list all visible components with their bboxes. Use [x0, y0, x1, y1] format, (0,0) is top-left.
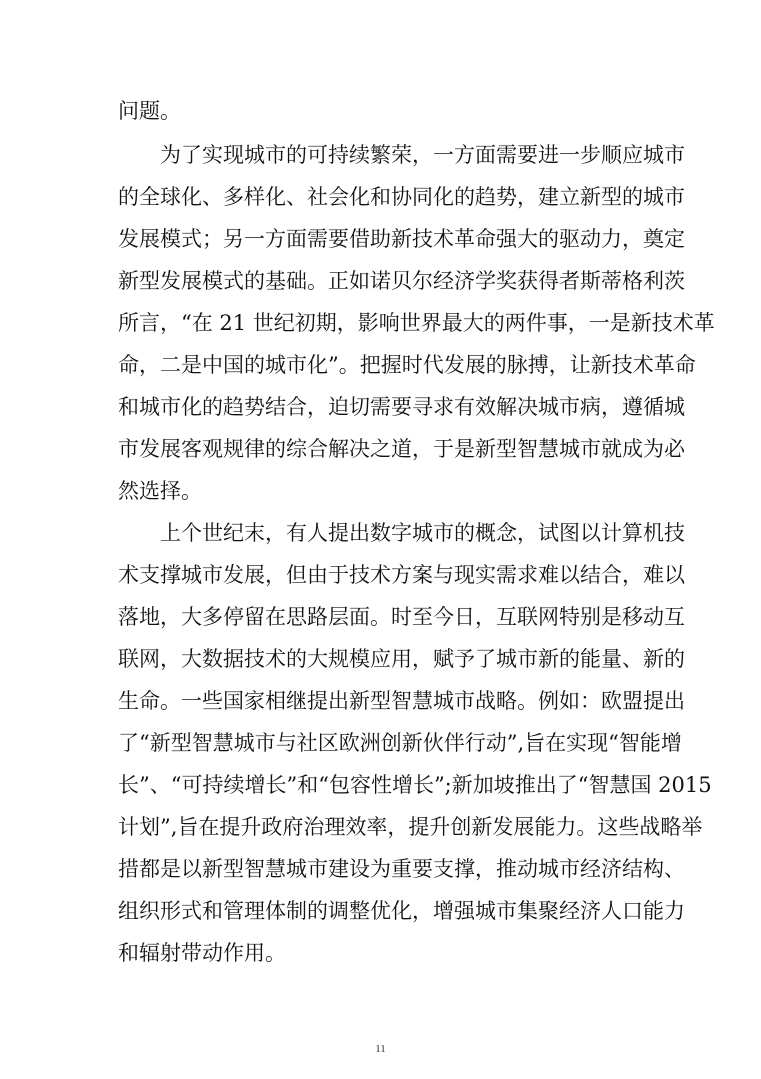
text-line: 术支撑城市发展，但由于技术方案与现实需求难以结合，难以 — [118, 563, 685, 587]
text-line: 所言，“在 21 世纪初期，影响世界最大的两件事，一是新技术革 — [118, 311, 715, 335]
text-line: 长”、“可持续增长”和“包容性增长”;新加坡推出了“智慧国 2015 — [118, 773, 712, 797]
text-line: 联网，大数据技术的大规模应用，赋予了城市新的能量、新的 — [118, 647, 685, 671]
text-line: 落地，大多停留在思路层面。时至今日，互联网特别是移动互 — [118, 605, 685, 629]
text-line: 了“新型智慧城市与社区欧洲创新伙伴行动”,旨在实现“智能增 — [118, 731, 682, 755]
text-line: 然选择。 — [118, 479, 202, 503]
page-number: 11 — [375, 1043, 386, 1055]
text-line: 问题。 — [118, 99, 181, 123]
text-line: 计划”,旨在提升政府治理效率，提升创新发展能力。这些战略举 — [118, 815, 703, 839]
text-line: 为了实现城市的可持续繁荣，一方面需要进一步顺应城市 — [160, 143, 685, 167]
text-line: 组织形式和管理体制的调整优化，增强城市集聚经济人口能力 — [118, 899, 685, 923]
text-line: 上个世纪末，有人提出数字城市的概念，试图以计算机技 — [160, 521, 685, 545]
text-line: 和城市化的趋势结合，迫切需要寻求有效解决城市病，遵循城 — [118, 395, 685, 419]
text-line: 命，二是中国的城市化”。把握时代发展的脉搏，让新技术革命 — [118, 353, 696, 377]
text-line: 发展模式；另一方面需要借助新技术革命强大的驱动力，奠定 — [118, 227, 685, 251]
text-line: 市发展客观规律的综合解决之道，于是新型智慧城市就成为必 — [118, 437, 685, 461]
text-line: 新型发展模式的基础。正如诺贝尔经济学奖获得者斯蒂格利茨 — [118, 269, 685, 293]
text-line: 生命。一些国家相继提出新型智慧城市战略。例如：欧盟提出 — [118, 689, 685, 713]
text-line: 措都是以新型智慧城市建设为重要支撑，推动城市经济结构、 — [118, 857, 685, 881]
text-line: 的全球化、多样化、社会化和协同化的趋势，建立新型的城市 — [118, 185, 685, 209]
text-line: 和辐射带动作用。 — [118, 941, 286, 965]
